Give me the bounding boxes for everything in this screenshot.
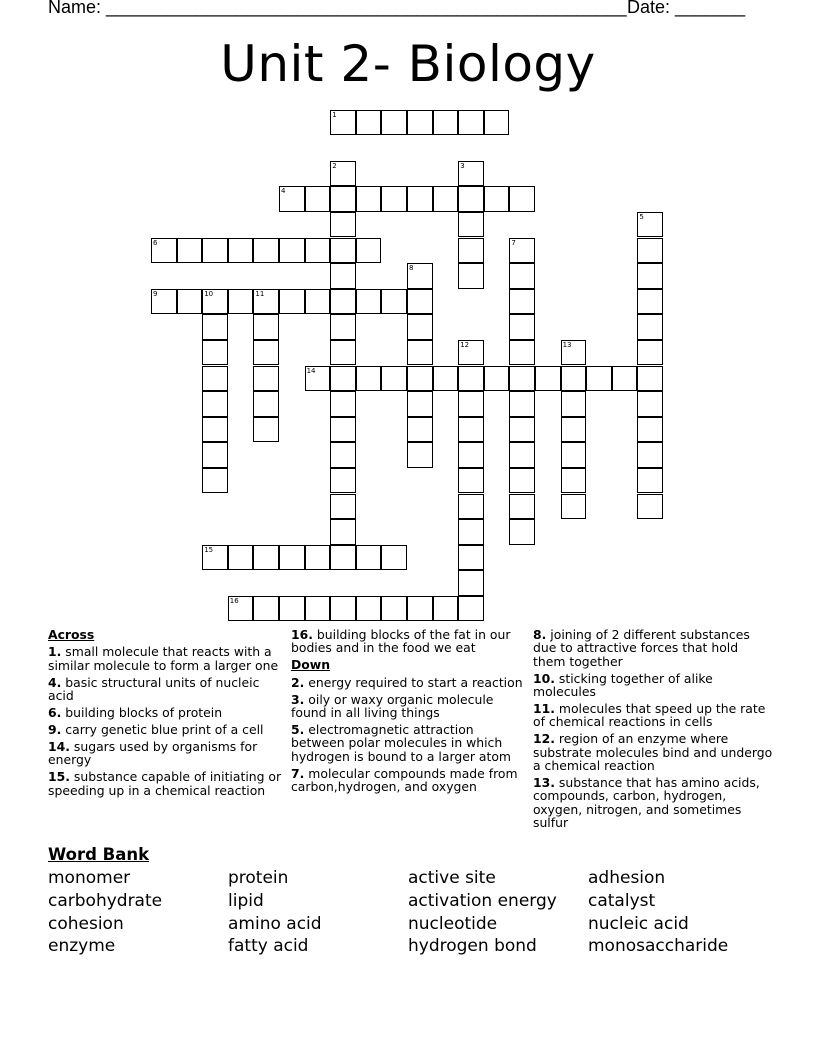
clue-number: 10: [204, 289, 214, 298]
crossword-cell[interactable]: [561, 366, 587, 392]
clue-number: 5: [639, 212, 644, 221]
crossword-cell[interactable]: [509, 494, 535, 520]
crossword-cell[interactable]: [458, 596, 484, 622]
crossword-cell[interactable]: [202, 289, 228, 315]
word-bank-item: hydrogen bond: [408, 936, 537, 957]
crossword-cell[interactable]: [356, 366, 382, 392]
crossword-cell[interactable]: [330, 366, 356, 392]
crossword-cell[interactable]: [202, 238, 228, 264]
crossword-cell[interactable]: [356, 186, 382, 212]
crossword-cell[interactable]: [509, 289, 535, 315]
crossword-cell[interactable]: [202, 417, 228, 443]
crossword-cell[interactable]: [458, 468, 484, 494]
clues-column-2: [291, 628, 523, 797]
crossword-cell[interactable]: [637, 442, 663, 468]
crossword-cell[interactable]: [330, 417, 356, 443]
crossword-cell[interactable]: [330, 110, 356, 136]
crossword-cell[interactable]: [509, 314, 535, 340]
page-title: Unit 2- Biology: [220, 35, 596, 93]
crossword-cell[interactable]: [381, 366, 407, 392]
crossword-cell[interactable]: [458, 494, 484, 520]
crossword-cell[interactable]: [330, 238, 356, 264]
crossword-cell[interactable]: [330, 263, 356, 289]
crossword-cell[interactable]: [279, 186, 305, 212]
crossword-cell[interactable]: [458, 391, 484, 417]
clue-number: 9: [153, 289, 158, 298]
crossword-cell[interactable]: [561, 391, 587, 417]
crossword-cell[interactable]: [228, 596, 254, 622]
clues-column-3: [533, 628, 773, 833]
crossword-cell[interactable]: [561, 417, 587, 443]
clue-across-15: 15. substance capable of initiating or speeding up in a chemical reaction: [48, 769, 282, 798]
crossword-cell[interactable]: [433, 366, 459, 392]
word-bank-title: Word Bank: [48, 845, 150, 864]
crossword-cell[interactable]: [253, 596, 279, 622]
crossword-cell[interactable]: [637, 494, 663, 520]
word-bank-item: lipid: [228, 890, 264, 911]
clue-across-14: 14. sugars used by organisms for energy: [48, 738, 258, 768]
crossword-cell[interactable]: [253, 340, 279, 366]
crossword-cell[interactable]: [279, 596, 305, 622]
crossword-cell[interactable]: [458, 186, 484, 212]
clue-down-5: 5. electromagnetic attraction between polar molecules in which hydrogen is bound to a larger atom: [291, 721, 511, 764]
clue-down-11: 11. molecules that speed up the rate of chemical reactions in cells: [533, 701, 766, 730]
word-bank-item: activation energy: [408, 890, 557, 911]
crossword-cell[interactable]: [202, 545, 228, 571]
crossword-cell[interactable]: [407, 391, 433, 417]
crossword-cell[interactable]: [305, 366, 331, 392]
crossword-cell[interactable]: [561, 468, 587, 494]
clues-column-1: [48, 628, 284, 800]
crossword-cell[interactable]: [407, 340, 433, 366]
crossword-cell[interactable]: [458, 263, 484, 289]
clue-number: 7: [511, 238, 516, 247]
clue-number: 12: [460, 340, 470, 349]
crossword-cell[interactable]: [484, 186, 510, 212]
word-bank-column-2: [228, 867, 322, 958]
crossword-cell[interactable]: [330, 289, 356, 315]
crossword-cell[interactable]: [356, 289, 382, 315]
crossword-cell[interactable]: [458, 545, 484, 571]
word-bank-column-3: [408, 867, 557, 958]
crossword-cell[interactable]: [407, 263, 433, 289]
crossword-cell[interactable]: [253, 417, 279, 443]
crossword-cell[interactable]: [253, 238, 279, 264]
clue-down-7: 7. molecular compounds made from carbon,hydrogen, and oxygen: [291, 765, 518, 795]
crossword-cell[interactable]: [305, 238, 331, 264]
clue-number: 4: [281, 187, 286, 196]
crossword-cell[interactable]: [330, 468, 356, 494]
word-bank-item: carbohydrate: [48, 890, 163, 911]
crossword-cell[interactable]: [356, 110, 382, 136]
crossword-cell[interactable]: [458, 519, 484, 545]
word-bank-item: catalyst: [588, 890, 656, 911]
crossword-cell[interactable]: [407, 289, 433, 315]
crossword-cell[interactable]: [458, 110, 484, 136]
crossword-cell[interactable]: [509, 366, 535, 392]
crossword-cell[interactable]: [509, 238, 535, 264]
word-bank-item: amino acid: [228, 913, 322, 934]
word-bank-item: protein: [228, 868, 289, 888]
crossword-cell[interactable]: [253, 289, 279, 315]
word-bank-item: fatty acid: [228, 936, 309, 957]
crossword-cell[interactable]: [509, 442, 535, 468]
crossword-cell[interactable]: [407, 110, 433, 136]
crossword-cell[interactable]: [253, 366, 279, 392]
word-bank-item: nucleotide: [408, 913, 498, 934]
crossword-cell[interactable]: [458, 366, 484, 392]
crossword-cell[interactable]: [586, 366, 612, 392]
clue-across-1: 1. small molecule that reacts with a similar molecule to form a larger one: [48, 644, 279, 673]
crossword-cell[interactable]: [151, 238, 177, 264]
crossword-cell[interactable]: [330, 212, 356, 238]
crossword-cell[interactable]: [458, 340, 484, 366]
clue-down-8: 8. joining of 2 different substances due to attractive forces that hold them together: [533, 627, 750, 669]
crossword-cell[interactable]: [458, 442, 484, 468]
crossword-cell[interactable]: [637, 314, 663, 340]
crossword-cell[interactable]: [458, 570, 484, 596]
crossword-cell[interactable]: [381, 110, 407, 136]
crossword-cell[interactable]: [484, 366, 510, 392]
crossword-cell[interactable]: [356, 238, 382, 264]
crossword-cell[interactable]: [535, 366, 561, 392]
crossword-cell[interactable]: [637, 289, 663, 315]
crossword-cell[interactable]: [330, 442, 356, 468]
crossword-cell[interactable]: [228, 238, 254, 264]
crossword-cell[interactable]: [407, 366, 433, 392]
clue-number: 3: [460, 161, 465, 170]
clue-across-6: 6. building blocks of protein: [48, 705, 223, 721]
crossword-cell[interactable]: [509, 391, 535, 417]
crossword-cell[interactable]: [637, 340, 663, 366]
clue-number: 13: [562, 340, 572, 349]
word-bank-item: monomer: [48, 868, 131, 888]
crossword-cell[interactable]: [509, 263, 535, 289]
crossword-cell[interactable]: [612, 366, 638, 392]
crossword-cell[interactable]: [356, 545, 382, 571]
crossword-cell[interactable]: [458, 212, 484, 238]
crossword-cell[interactable]: [509, 519, 535, 545]
crossword-cell[interactable]: [407, 596, 433, 622]
crossword-cell[interactable]: [330, 391, 356, 417]
crossword-cell[interactable]: [202, 442, 228, 468]
word-bank-item: cohesion: [48, 913, 124, 934]
name-field: Name: ____________________________________________________: [48, 0, 627, 17]
word-bank-item: enzyme: [48, 936, 116, 957]
clue-number: 16: [229, 596, 239, 605]
crossword-cell[interactable]: [330, 161, 356, 187]
crossword-cell[interactable]: [433, 110, 459, 136]
crossword-cell[interactable]: [637, 238, 663, 264]
crossword-cell[interactable]: [279, 289, 305, 315]
crossword-cell[interactable]: [561, 340, 587, 366]
clue-number: 14: [306, 366, 316, 375]
crossword-cell[interactable]: [305, 545, 331, 571]
word-bank-column-4: [588, 867, 728, 958]
crossword-cell[interactable]: [433, 596, 459, 622]
crossword-cell[interactable]: [202, 391, 228, 417]
crossword-cell[interactable]: [458, 417, 484, 443]
crossword-cell[interactable]: [356, 596, 382, 622]
crossword-cell[interactable]: [509, 186, 535, 212]
crossword-cell[interactable]: [484, 110, 510, 136]
crossword-cell[interactable]: [637, 263, 663, 289]
down-heading: Down: [291, 657, 331, 673]
clue-down-12: 12. region of an enzyme where substrate molecules bind and undergo a chemical reaction: [533, 731, 773, 774]
crossword-cell[interactable]: [458, 238, 484, 264]
date-field: Date: _______: [627, 0, 746, 17]
crossword-cell[interactable]: [330, 545, 356, 571]
crossword-cell[interactable]: [509, 468, 535, 494]
clue-down-13: 13. substance that has amino acids, compounds, carbon, hydrogen, oxygen, nitrogen, and sometimes sulfur: [533, 775, 760, 831]
crossword-cell[interactable]: [637, 391, 663, 417]
crossword-cell[interactable]: [253, 314, 279, 340]
clue-number: 1: [332, 110, 337, 119]
clue-down-10: 10. sticking together of alike molecules: [533, 670, 713, 700]
crossword-cell[interactable]: [330, 596, 356, 622]
crossword-cell[interactable]: [330, 340, 356, 366]
clue-number: 11: [255, 289, 265, 298]
crossword-cell[interactable]: [407, 186, 433, 212]
crossword-cell[interactable]: [279, 238, 305, 264]
crossword-cell[interactable]: [637, 212, 663, 238]
crossword-cell[interactable]: [381, 596, 407, 622]
crossword-cell[interactable]: [177, 238, 203, 264]
crossword-cell[interactable]: [509, 340, 535, 366]
clue-down-3: 3. oily or waxy organic molecule found in all living things: [291, 691, 494, 721]
crossword-cell[interactable]: [305, 289, 331, 315]
crossword-cell[interactable]: [509, 417, 535, 443]
crossword-cell[interactable]: [279, 545, 305, 571]
crossword-cell[interactable]: [407, 442, 433, 468]
crossword-cell[interactable]: [202, 340, 228, 366]
clue-number: 8: [409, 264, 414, 273]
crossword-cell[interactable]: [253, 391, 279, 417]
crossword-cell[interactable]: [228, 289, 254, 315]
clue-across-16: 16. building blocks of the fat in our bodies and in the food we eat: [291, 627, 511, 656]
crossword-cell[interactable]: [637, 417, 663, 443]
crossword-cell[interactable]: [637, 468, 663, 494]
crossword-cell[interactable]: [202, 366, 228, 392]
clue-number: 2: [332, 161, 337, 170]
crossword-cell[interactable]: [381, 186, 407, 212]
crossword-cell[interactable]: [330, 494, 356, 520]
word-bank-item: monosaccharide: [588, 936, 729, 957]
crossword-cell[interactable]: [202, 314, 228, 340]
crossword-cell[interactable]: [305, 596, 331, 622]
clue-down-2: 2. energy required to start a reaction: [291, 674, 523, 690]
crossword-cell[interactable]: [228, 545, 254, 571]
crossword-cell[interactable]: [407, 314, 433, 340]
crossword-cell[interactable]: [407, 417, 433, 443]
crossword-cell[interactable]: [330, 186, 356, 212]
crossword-cell[interactable]: [151, 289, 177, 315]
clue-number: 6: [153, 238, 158, 247]
clue-number: 15: [204, 545, 214, 554]
crossword-cell[interactable]: [458, 161, 484, 187]
crossword-cell[interactable]: [561, 494, 587, 520]
crossword-cell[interactable]: [381, 289, 407, 315]
across-heading: Across: [48, 627, 95, 642]
crossword-cell[interactable]: [202, 468, 228, 494]
crossword-cell[interactable]: [177, 289, 203, 315]
crossword-cell[interactable]: [433, 186, 459, 212]
crossword-cell[interactable]: [253, 545, 279, 571]
crossword-cell[interactable]: [305, 186, 331, 212]
crossword-cell[interactable]: [330, 519, 356, 545]
word-bank-item: nucleic acid: [588, 913, 689, 934]
crossword-cell[interactable]: [330, 314, 356, 340]
crossword-cell[interactable]: [637, 366, 663, 392]
crossword-cell[interactable]: [561, 442, 587, 468]
word-bank-item: adhesion: [588, 868, 666, 888]
clue-across-4: 4. basic structural units of nucleic acid: [48, 674, 260, 704]
word-bank-column-1: [48, 867, 162, 958]
clue-across-9: 9. carry genetic blue print of a cell: [48, 721, 264, 737]
word-bank-item: active site: [408, 868, 496, 888]
crossword-cell[interactable]: [381, 545, 407, 571]
